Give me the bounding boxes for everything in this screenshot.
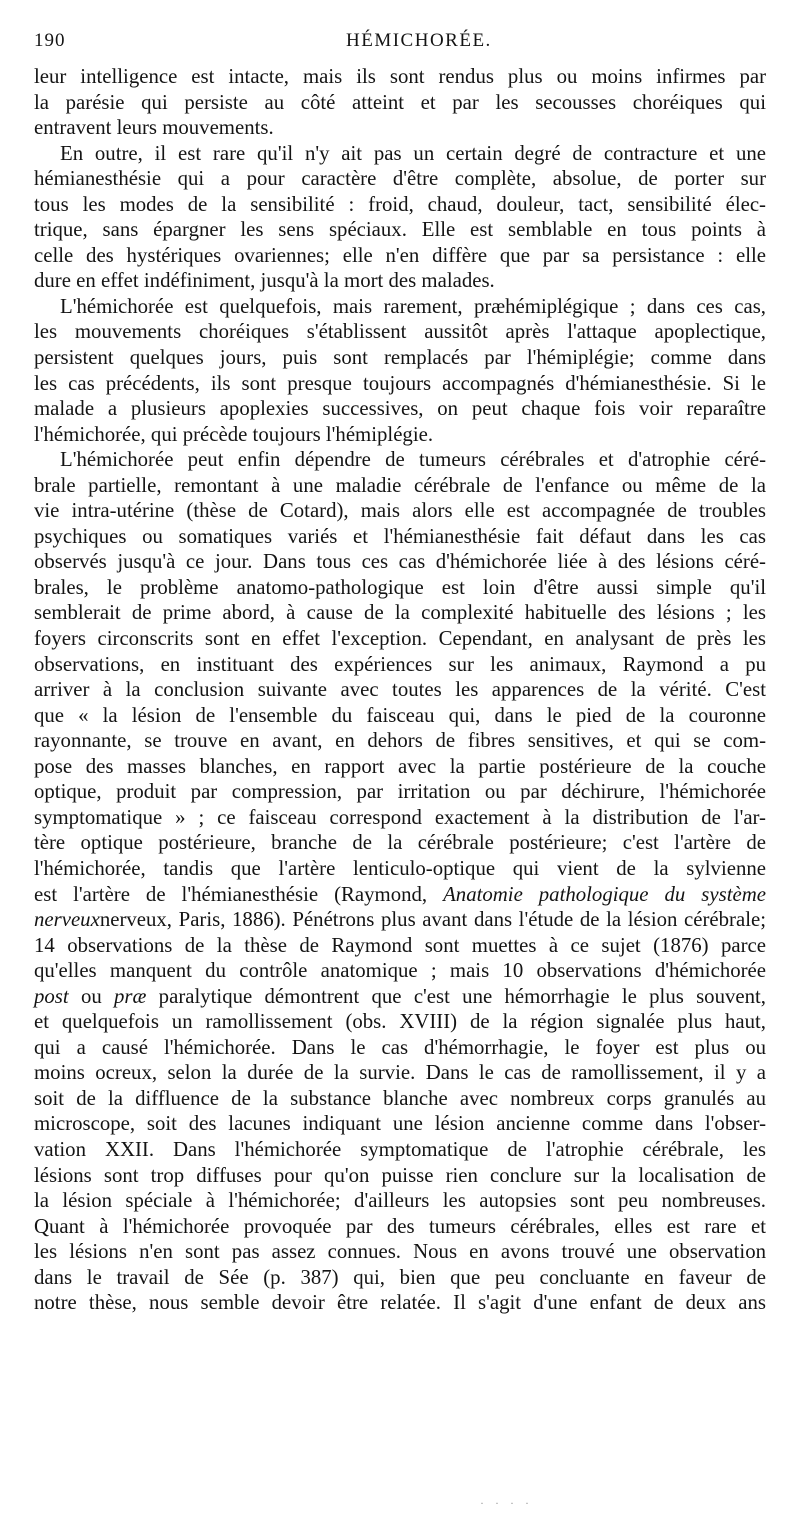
text-line: et quelquefois un ramollissement (obs. XVIII) de la région signalée plus haut, bbox=[34, 1010, 766, 1034]
text-line: arriver à la conclusion suivante avec toutes les apparences de la vérité. C'est bbox=[34, 678, 766, 702]
text-line: vie intra-utérine (thèse de Cotard), mais alors elle est accompagnée de troubles bbox=[34, 499, 766, 523]
text-line: pose des masses blanches, en rapport avec la partie postérieure de la couche bbox=[34, 754, 766, 778]
text-line: les lésions n'en sont pas assez connues. Nous en avons trouvé une observation bbox=[34, 1240, 766, 1264]
text-line: microscope, soit des lacunes indiquant une lésion ancienne comme dans l'obser- bbox=[34, 1112, 766, 1136]
text-line: la lésion spéciale à l'hémichorée; d'ailleurs les autopsies sont peu nombreuses. bbox=[34, 1189, 766, 1213]
italic-post: post bbox=[34, 984, 69, 1008]
text-line: notre thèse, nous semble devoir être relatée. Il s'agit d'une enfant de deux ans bbox=[34, 1291, 766, 1315]
text-fragment: paralytique démontrent que c'est une hémorrhagie le plus souvent, bbox=[146, 984, 766, 1008]
text-line: celle des hystériques ovariennes; elle n'en diffère que par sa persistance : elle bbox=[34, 243, 766, 267]
text-line: brales, le problème anatomo-pathologique est loin d'être aussi simple qu'il bbox=[34, 575, 766, 599]
text-line: entravent leurs mouvements. bbox=[34, 116, 274, 140]
text-line: semblerait de prime abord, à cause de la complexité habituelle des lésions ; les bbox=[34, 601, 766, 625]
text-line: L'hémichorée peut enfin dépendre de tumeurs cérébrales et d'atrophie céré- bbox=[60, 448, 766, 472]
text-line: observations, en instituant des expériences sur les animaux, Raymond a pu bbox=[34, 652, 766, 676]
text-line: tère optique postérieure, branche de la cérébrale postérieure; c'est l'artère de bbox=[34, 831, 766, 855]
citation-title-end: nerveux bbox=[34, 908, 100, 932]
text-line: dans le travail de Sée (p. 387) qui, bien que peu concluante en faveur de bbox=[34, 1265, 766, 1289]
text-line: hémianesthésie qui a pour caractère d'être complète, absolue, de porter sur bbox=[34, 167, 766, 191]
text-line-with-citation bbox=[34, 907, 766, 933]
text-line: la parésie qui persiste au côté atteint et par les secousses choréiques qui bbox=[34, 90, 766, 114]
text-line: soit de la diffluence de la substance blanche avec nombreux corps granulés au bbox=[34, 1086, 766, 1110]
text-line: l'hémichorée, qui précède toujours l'hémiplégie. bbox=[34, 422, 434, 446]
italic-prae: præ bbox=[114, 984, 147, 1008]
text-line: persistent quelques jours, puis sont remplacés par l'hémiplégie; comme dans bbox=[34, 346, 766, 370]
text-line: tous les modes de la sensibilité : froid, chaud, douleur, tact, sensibilité élec- bbox=[34, 192, 766, 216]
text-line: En outre, il est rare qu'il n'y ait pas un certain degré de contracture et une bbox=[60, 141, 766, 165]
text-line: observés jusqu'à ce jour. Dans tous ces cas d'hémichorée liée à des lésions céré- bbox=[34, 550, 766, 574]
text-line: L'hémichorée est quelquefois, mais rarement, præhémiplégique ; dans ces cas, bbox=[60, 294, 766, 318]
text-line: 14 observations de la thèse de Raymond sont muettes à ce sujet (1876) parce bbox=[34, 933, 766, 957]
text-line: foyers circonscrits sont en effet l'exception. Cependant, en analysant de près les bbox=[34, 627, 766, 651]
text-line: dure en effet indéfiniment, jusqu'à la mort des malades. bbox=[34, 269, 495, 293]
page-number: 190 bbox=[34, 30, 66, 51]
text-line: optique, produit par compression, par irritation ou par déchirure, l'hémichorée bbox=[34, 780, 766, 804]
body-text bbox=[34, 64, 766, 1316]
text-line: l'hémichorée, tandis que l'artère lenticulo-optique qui vient de la sylvienne bbox=[34, 856, 766, 880]
text-line: symptomatique » ; ce faisceau correspond exactement à la distribution de l'ar- bbox=[34, 805, 766, 829]
text-fragment: ou bbox=[68, 984, 115, 1008]
text-line: brale partielle, remontant à une maladie cérébrale de l'enfance ou même de la bbox=[34, 473, 766, 497]
print-specks: · · · · bbox=[480, 1496, 533, 1510]
text-line: rayonnante, se trouve en avant, en dehors de fibres sensitives, et qui se com- bbox=[34, 729, 766, 753]
citation-title: Anatomie pathologique du système bbox=[443, 882, 766, 906]
text-line-with-citation bbox=[34, 882, 766, 908]
text-line: que « la lésion de l'ensemble du faisceau qui, dans le pied de la couronne bbox=[34, 703, 766, 727]
text-line: malade a plusieurs apoplexies successives, on peut chaque fois voir reparaître bbox=[34, 397, 766, 421]
text-line: lésions sont trop diffuses pour qu'on puisse rien conclure sur la localisation de bbox=[34, 1163, 766, 1187]
text-line: qu'elles manquent du contrôle anatomique ; mais 10 observations d'hémichorée bbox=[34, 959, 766, 983]
text-line: trique, sans épargner les sens spéciaux. Elle est semblable en tous points à bbox=[34, 218, 766, 242]
text-line: leur intelligence est intacte, mais ils sont rendus plus ou moins infirmes par bbox=[34, 65, 766, 88]
text-line: qui a causé l'hémichorée. Dans le cas d'hémorrhagie, le foyer est plus ou bbox=[34, 1035, 766, 1059]
running-title: HÉMICHORÉE. bbox=[346, 30, 492, 51]
text-line: Quant à l'hémichorée provoquée par des tumeurs cérébrales, elles est rare et bbox=[34, 1214, 766, 1238]
text-line: les cas précédents, ils sont presque toujours accompagnés d'hémianesthésie. Si le bbox=[34, 371, 766, 395]
text-line: moins ocreux, selon la durée de la survie. Dans le cas de ramollissement, il y a bbox=[34, 1061, 766, 1085]
citation-rest: nerveux, Paris, 1886). Pénétrons plus avant dans l'étude de la lésion cérébrale; bbox=[99, 908, 766, 932]
text-line-with-italics bbox=[34, 984, 766, 1010]
text-line: les mouvements choréiques s'établissent aussitôt après l'attaque apoplectique, bbox=[34, 320, 766, 344]
citation-prefix: est l'artère de l'hémianesthésie (Raymond, bbox=[34, 882, 444, 906]
text-line: psychiques ou somatiques variés et l'hémianesthésie fait défaut dans les cas bbox=[34, 524, 766, 548]
running-head bbox=[34, 30, 770, 54]
text-line: vation XXII. Dans l'hémichorée symptomatique de l'atrophie cérébrale, les bbox=[34, 1137, 766, 1161]
